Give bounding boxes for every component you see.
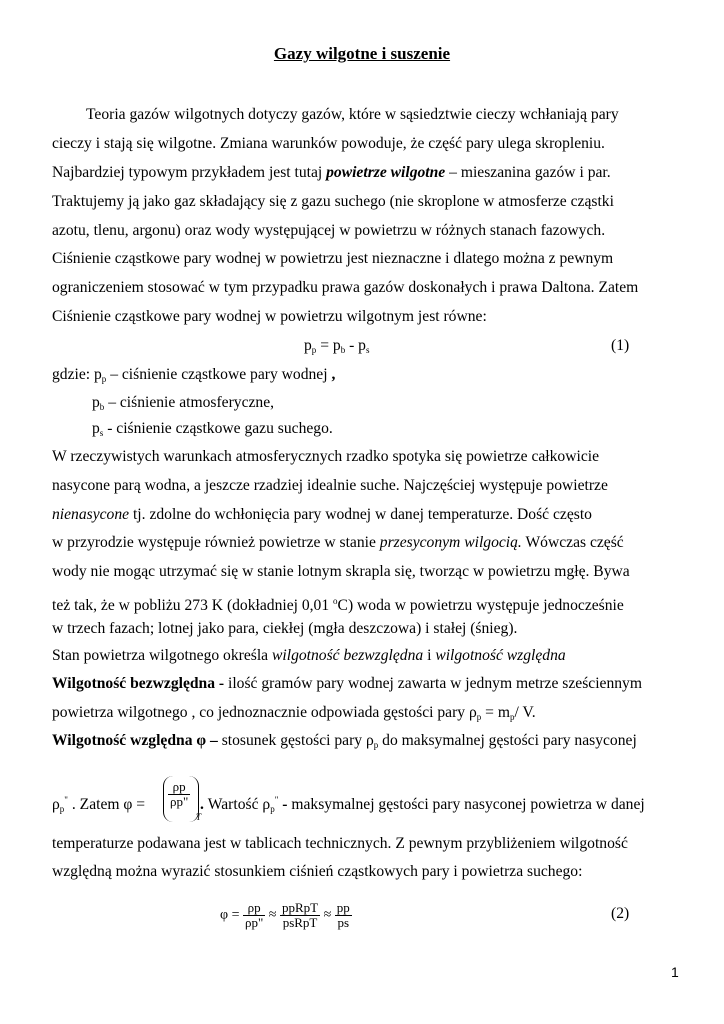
paragraph-line: też tak, że w pobliżu 273 K (dokładniej 0,01 $^o$C) woda w powietrzu występuje jednocześnie: [52, 596, 624, 614]
paragraph-line: azotu, tlenu, argonu) oraz wody występującej w powietrzu w różnych stanach fazowych.: [52, 222, 606, 239]
definition-line: gdzie: $p_p$ – ciśnienie cząstkowe pary wodnej ,: [52, 366, 336, 384]
equation-1: $p_p = p_b - p_s$: [304, 337, 370, 355]
paragraph-line: Najbardziej typowym przykładem jest tutaj powietrze wilgotne – mieszanina gazów i par.: [52, 164, 611, 181]
paragraph-line: Stan powietrza wilgotnego określa wilgotność bezwzględna i wilgotność względna: [52, 647, 566, 664]
definition-line: $p_b$ – ciśnienie atmosferyczne,: [92, 394, 275, 412]
definition-line: $p_s$ - ciśnienie cząstkowe gazu suchego.: [92, 420, 333, 438]
term-relative-humidity: Wilgotność względna φ –: [52, 732, 222, 749]
paragraph-line: temperaturze podawana jest w tablicach technicznych. Z pewnym przybliżeniem wilgotność: [52, 835, 628, 852]
paragraph-line: Teoria gazów wilgotnych dotyczy gazów, które w sąsiedztwie cieczy wchłaniają pary: [86, 106, 619, 123]
paragraph-line: Wilgotność bezwzględna - ilość gramów pary wodnej zawarta w jednym metrze sześciennym: [52, 675, 642, 692]
paragraph-line: wody nie mogąc utrzymać się w stanie lotnym skrapla się, tworząc w powietrzu mgłę. Bywa: [52, 563, 630, 580]
term-absolute-humidity: Wilgotność bezwzględna -: [52, 675, 229, 692]
paragraph-line: Wilgotność względna φ – stosunek gęstości pary $\rho_p$ do maksymalnej gęstości pary nasyconej: [52, 732, 637, 750]
term-humid-air: powietrze wilgotne: [326, 164, 446, 181]
fraction-phi: $\frac{\rho p}{\rho p"}$: [170, 779, 189, 809]
paragraph-line: w przyrodzie występuje również powietrze w stanie przesyconym wilgocią. Wówczas część: [52, 534, 624, 551]
subscript-T: T: [196, 812, 202, 822]
equation-2: φ = $\frac{\rho p}{\rho p"}$ ≈ $\frac{\text{ppRpT}}{\text{psRpT}}$ ≈ $\frac{pp}{ps}$: [220, 900, 350, 930]
paragraph-line: Ciśnienie cząstkowe pary wodnej w powietrzu wilgotnym jest równe:: [52, 308, 487, 325]
paragraph-line: Traktujemy ją jako gaz składający się z gazu suchego (nie skroplone w atmosferze cząstki: [52, 193, 614, 210]
fraction: $\frac{pp}{ps}$: [336, 900, 350, 930]
paragraph-line: W rzeczywistych warunkach atmosferycznych rzadko spotyka się powietrze całkowicie: [52, 448, 599, 465]
paragraph-line: powietrza wilgotnego , co jednoznacznie odpowiada gęstości pary $\rho_p = m_p/$ V.: [52, 704, 536, 722]
page-title: Gazy wilgotne i suszenie: [273, 44, 451, 63]
paragraph-line: Ciśnienie cząstkowe pary wodnej w powietrzu jest nieznaczne i dlatego można z pewnym: [52, 250, 614, 267]
equation-number: (2): [611, 905, 630, 922]
fraction: $\frac{\text{ppRpT}}{\text{psRpT}}$: [281, 900, 319, 930]
paragraph-line: nasycone parą wodna, a jeszcze rzadziej idealnie suche. Najczęściej występuje powietrze: [52, 477, 608, 494]
paragraph-line: ograniczeniem stosować w tym przypadku prawa gazów doskonałych i prawa Daltona. Zatem: [52, 279, 639, 296]
equation-number: (1): [611, 337, 630, 354]
paragraph-line: cieczy i stają się wilgotne. Zmiana warunków powoduje, że część pary ulega skropleniu.: [52, 135, 605, 152]
paragraph-line: $\rho_p^"$ . Zatem φ =: [52, 795, 146, 814]
page-number: 1: [671, 964, 679, 980]
paragraph-line: względną można wyrazić stosunkiem ciśnień cząstkowych pary i powietrza suchego:: [52, 863, 583, 880]
paragraph-line: w trzech fazach; lotnej jako para, ciekłej (mgła deszczowa) i stałej (śnieg).: [52, 620, 518, 637]
paragraph-line: . Wartość $\rho_p^"$ - maksymalnej gęstości pary nasyconej powietrza w danej: [200, 795, 645, 814]
paragraph-line: nienasycone tj. zdolne do wchłonięcia pary wodnej w danej temperaturze. Dość często: [52, 506, 592, 523]
fraction: $\frac{\rho p}{\rho p"}$: [244, 900, 264, 930]
